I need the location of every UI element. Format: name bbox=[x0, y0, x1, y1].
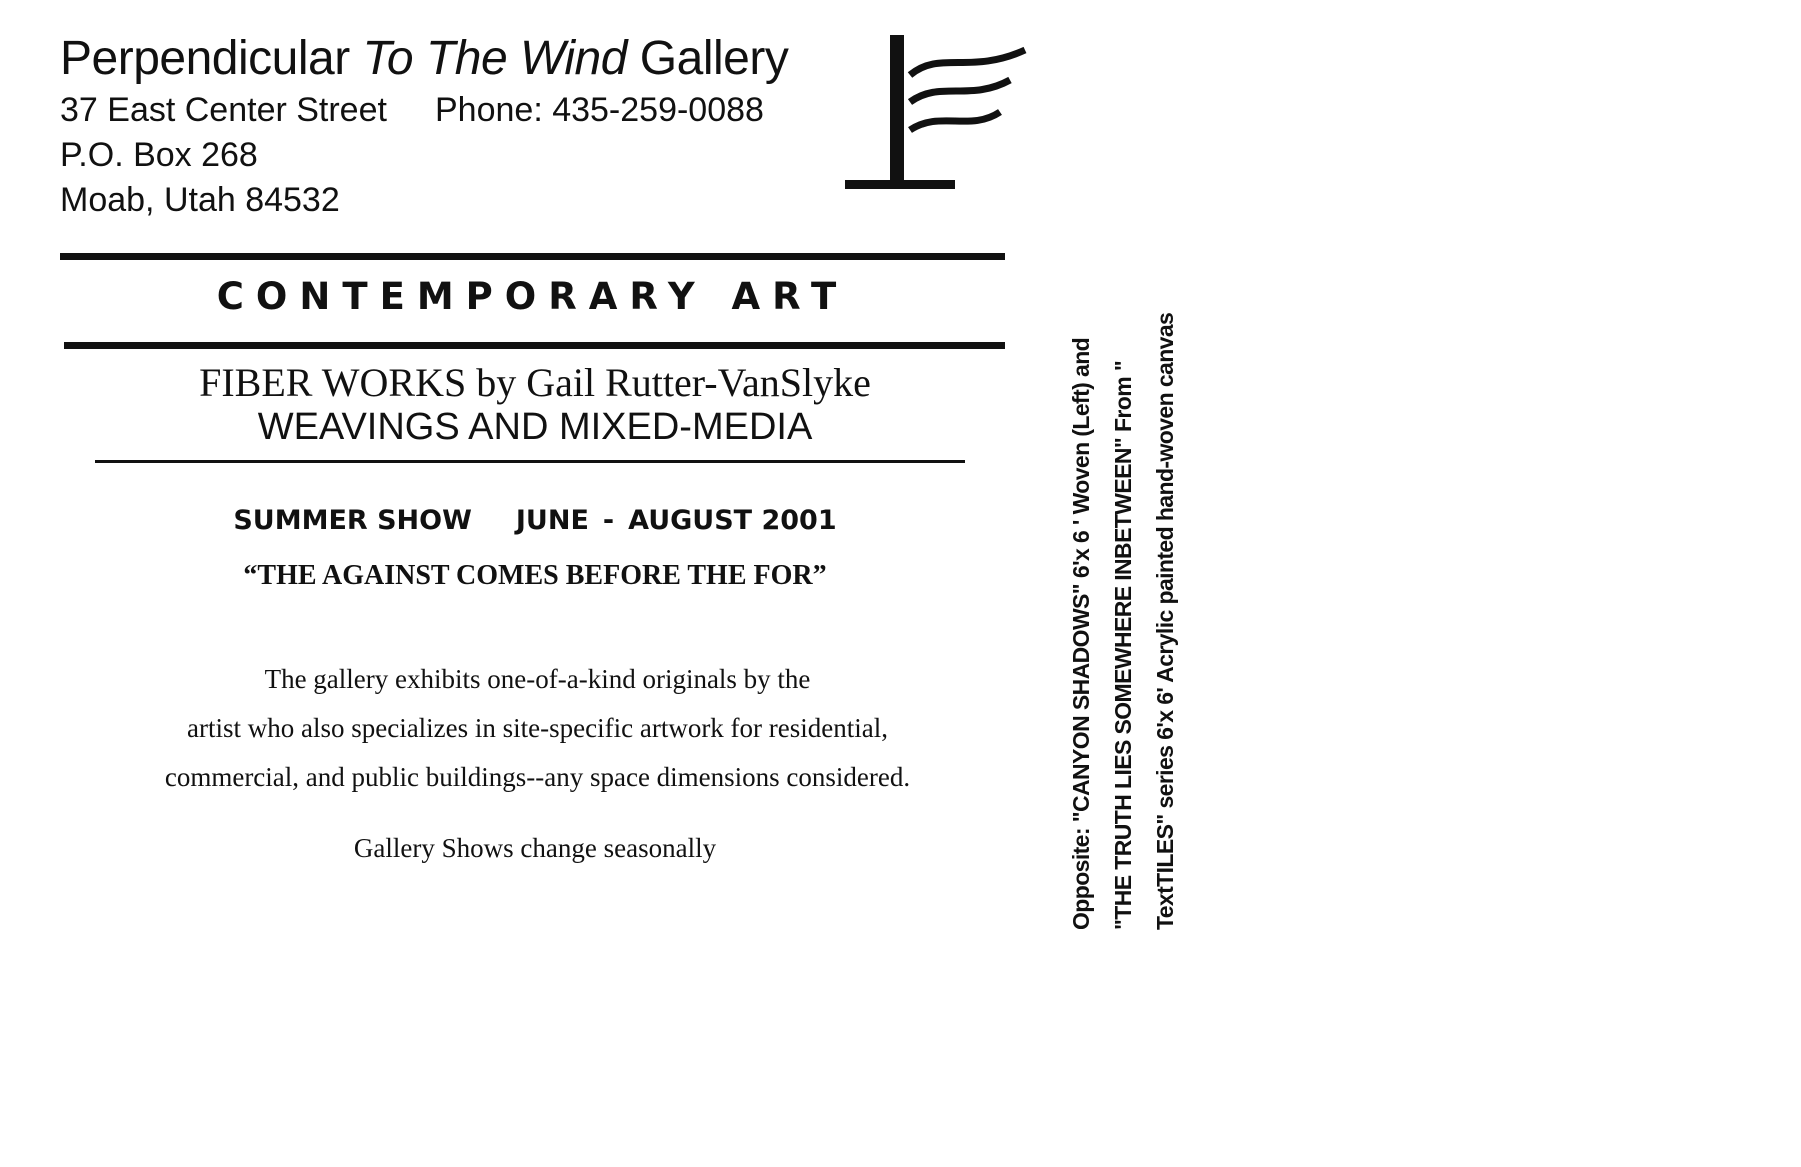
show-subtitle: WEAVINGS AND MIXED-MEDIA bbox=[257, 406, 813, 448]
street-address: 37 East Center Street bbox=[60, 91, 387, 129]
caption-line: "THE TRUTH LIES SOMEWHERE INBETWEEN" From " bbox=[1110, 360, 1136, 930]
lower-divider bbox=[95, 460, 965, 463]
gallery-name-italic: To The Wind bbox=[362, 32, 627, 85]
show-title: FIBER WORKS by Gail Rutter-VanSlyke bbox=[199, 360, 871, 405]
gallery-name-part2: Gallery bbox=[626, 32, 789, 85]
gallery-header bbox=[60, 30, 840, 223]
date-dash: - bbox=[602, 505, 615, 536]
season-label: SUMMER SHOW bbox=[233, 505, 472, 536]
logo-base bbox=[845, 180, 955, 189]
section-title: CONTEMPORARY ART bbox=[216, 275, 849, 318]
start-month: JUNE bbox=[515, 505, 589, 536]
logo-wave-2 bbox=[910, 80, 1010, 102]
gallery-name-part1: Perpendicular bbox=[60, 32, 363, 85]
caption-line: TextTILES" series 6'x 6' Acrylic painted hand-woven canvas bbox=[1152, 312, 1178, 930]
artwork-caption bbox=[1060, 270, 1186, 930]
gallery-description bbox=[70, 655, 1005, 802]
description-line: commercial, and public buildings--any space dimensions considered. bbox=[164, 762, 911, 792]
logo-pole bbox=[890, 35, 904, 185]
logo-wave-1 bbox=[910, 50, 1025, 75]
gallery-name bbox=[60, 30, 840, 88]
description-line: The gallery exhibits one-of-a-kind originals by the bbox=[264, 664, 811, 694]
phone-number: Phone: 435-259-0088 bbox=[435, 91, 764, 129]
flag-in-wind-icon bbox=[840, 30, 1030, 195]
city-state-zip: Moab, Utah 84532 bbox=[60, 181, 340, 219]
logo-wave-3 bbox=[910, 112, 1000, 130]
po-box: P.O. Box 268 bbox=[60, 136, 258, 174]
middle-divider bbox=[64, 342, 1005, 349]
caption-line: Opposite: "CANYON SHADOWS" 6'x 6 ' Woven (Left) and bbox=[1068, 337, 1094, 930]
address-phone-row bbox=[60, 88, 840, 133]
description-line: artist who also specializes in site-specific artwork for residential, bbox=[186, 713, 888, 743]
top-divider bbox=[60, 253, 1005, 260]
end-date: AUGUST 2001 bbox=[628, 505, 837, 536]
show-quote: “THE AGAINST COMES BEFORE THE FOR” bbox=[243, 560, 827, 591]
seasonal-note: Gallery Shows change seasonally bbox=[353, 833, 717, 863]
show-dates bbox=[90, 505, 980, 536]
